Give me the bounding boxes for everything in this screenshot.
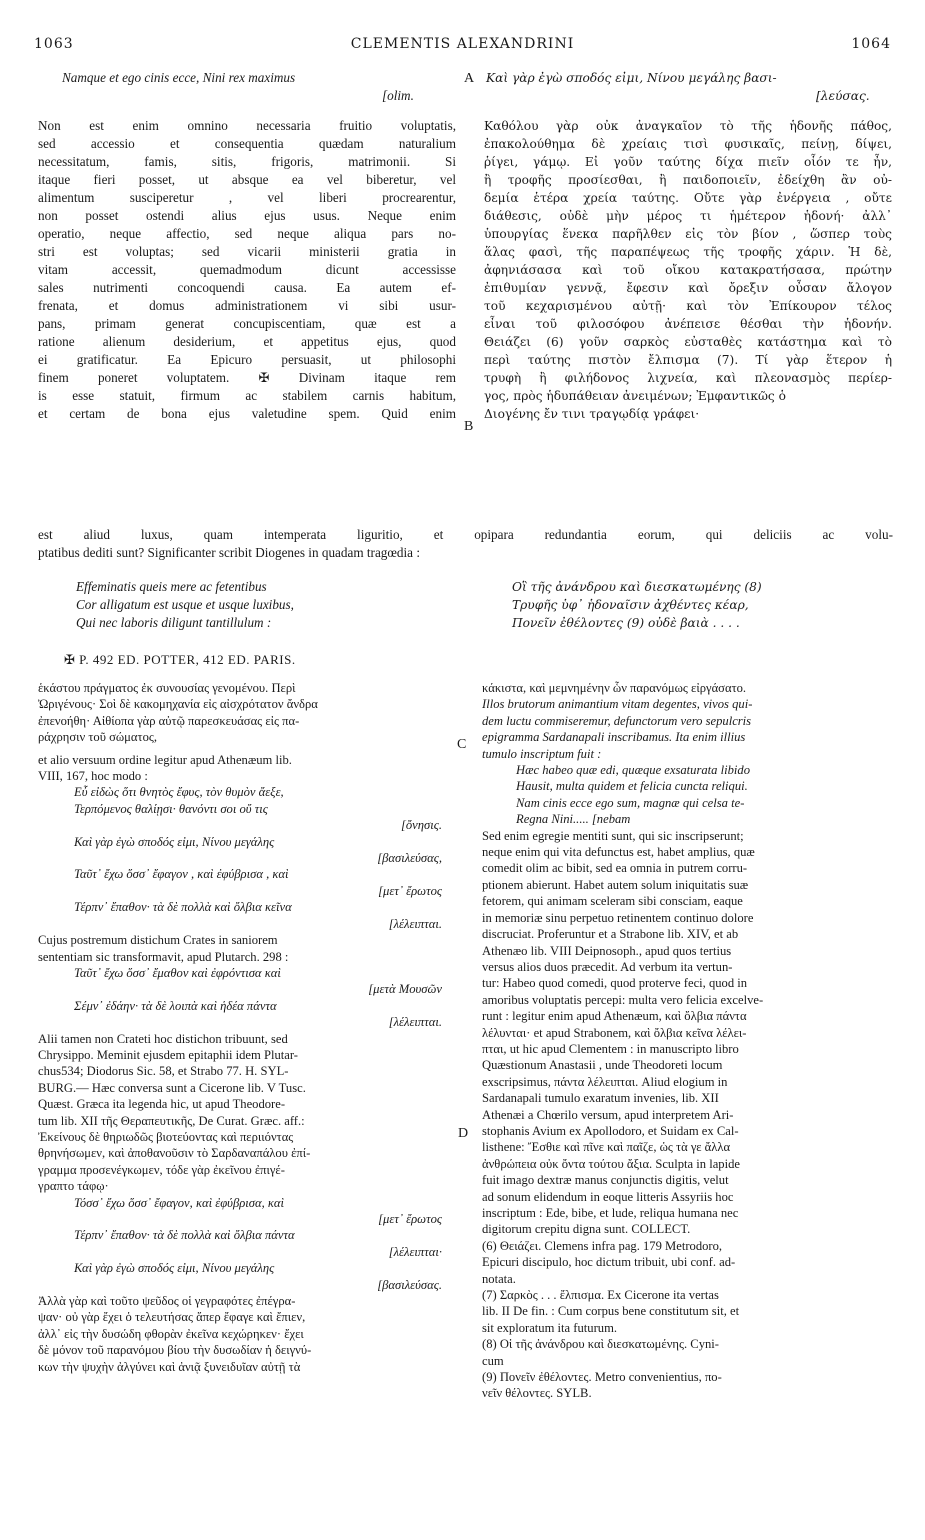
footnote-right-line: (6) Θειάζει. Clemens infra pag. 179 Metrodoro,: [482, 1238, 723, 1253]
greek-body-line: δεμία ἑτέρα χρεία ταύτης. Οὔτε γὰρ ἐνέργεια , οὔτε: [484, 191, 892, 205]
footnote-right-line: Athenæo lib. VIII Deipnosoph., apud quos tertius: [482, 943, 732, 958]
full-width-line-1: est aliud luxus, quam intemperata liguritio, et opipara redundantia eorum, qui deliciis ac volu-: [38, 527, 893, 542]
latin-body-line: ratione alienum desiderium, et appetitus ejus, quod: [38, 334, 456, 349]
latin-body-line: ei gratificatur. Ea Epicuro persuasit, ut philosophi: [38, 352, 456, 367]
verse-greek-line: Τρυφῆς ὑφ᾽ ἡδοναῖσιν ἀχθέντες κέαρ,: [512, 598, 749, 612]
latin-body-line: sed accessio et consequentia quædam naturalium: [38, 136, 456, 151]
footnote-left-line: chus534; Diodorus Sic. 58, et Strabo 77. H. SYL-: [38, 1064, 289, 1079]
latin-body-line: necessitatum, famis, sitis, frigoris, matrimonii. Si: [38, 154, 456, 169]
footnote-left-line: Τερπόμενος θαλίῃσι· θανόντι σοι οὔ τις: [74, 801, 268, 816]
footnote-right-line: Athenæi a Chœrilo versum, apud interpretem Ari-: [482, 1107, 734, 1122]
footnote-left-line: ἑκάστου πράγματος ἐκ συνουσίας γενομένου. Περὶ: [38, 681, 296, 695]
greek-body-line: εἶναι τοῦ φιλοσόφου ἀνέπεισε θέσθαι τὴν ἡδονήν.: [484, 317, 892, 331]
margin-mark-d: D: [458, 1126, 469, 1141]
greek-body-line: περὶ ταύτης πιστὸν ἔλπισμα (7). Τί γὰρ ἕτερον ἡ: [484, 353, 892, 367]
footnote-right-line: versus alios duos præcedit. Ad verbum ita vertun-: [482, 959, 733, 974]
footnote-right-line: cum: [482, 1353, 504, 1368]
footnote-left-line: Καὶ γὰρ ἐγὼ σποδός εἰμι, Νίνου μεγάλης: [74, 1261, 275, 1276]
top-verse-latin-line1: Namque et ego cinis ecce, Nini rex maximus: [62, 70, 296, 85]
footnote-left-line: [μετ᾽ ἔρωτος: [378, 883, 442, 898]
footnote-right-line: πται, ut hic apud Clementem : in manuscripto libro: [482, 1041, 739, 1056]
footnote-left-line: Chrysippo. Meminit ejusdem epitaphii idem Plutar-: [38, 1047, 298, 1062]
footnote-left-line: Εὖ εἰδὼς ὅτι θνητὸς ἔφυς, τὸν θυμὸν ἄεξε,: [74, 785, 284, 800]
latin-body-line: et certam de bona ejus valetudine spem. Quid enim: [38, 406, 456, 421]
footnote-left-line: Alii tamen non Crateti hoc distichon tribuunt, sed: [38, 1031, 288, 1046]
footnote-right-line: exscripsimus, πάντα λέλειπται. Aliud elogium in: [482, 1074, 728, 1089]
footnote-left-line: Ταῦτ᾽ ἔχω ὅσσ᾽ ἔμαθον καὶ ἐφρόντισα καὶ: [74, 965, 281, 980]
footnote-right-line: (7) Σαρκὸς . . . ἔλπισμα. Ex Cicerone ita vertas: [482, 1288, 719, 1303]
footnote-right-line: in memoriæ sinu perpetuo retinentem continuo dolore: [482, 910, 754, 925]
footnote-right-line: lib. II De fin. : Cum corpus bene constitutum sit, et: [482, 1304, 740, 1319]
latin-body-line: stri est voluptas; sed vicarii ministerii gratia in: [38, 244, 456, 259]
footnote-right-line: sit exploratum ita futurum.: [482, 1320, 618, 1335]
latin-body-line: frenata, et domus administrationem vi sibi usur-: [38, 298, 456, 313]
footnote-right-line: tur: Habeo quod comedi, quod proterve feci, quod in: [482, 976, 748, 991]
page-number-right: 1064: [851, 36, 891, 52]
footnote-left-line: δὲ μόνον τοῦ παρανόμου βίου τὴν δυσωδίαν ἡ δειγνύ-: [38, 1343, 312, 1358]
footnote-left-line: [μετὰ Μουσῶν: [368, 982, 442, 997]
greek-body-text: [484, 117, 892, 423]
latin-body-line: itaque fieri posset, ut absque ea vel biberetur, vel: [38, 172, 456, 187]
greek-body-line: Καθόλου γὰρ οὐκ ἀναγκαῖον τὸ τῆς ἡδονῆς πάθος,: [484, 119, 892, 133]
top-verse-latin: [62, 69, 414, 105]
footnote-left-line: ψαν· οὐ γὰρ ἔχει ὁ τελευτήσας ἅπερ ἔφαγε καὶ ἔπιεν,: [38, 1310, 306, 1325]
footnote-left-line: [λέλειπται.: [388, 916, 442, 931]
latin-body-line: is esse statuit, firmum ac stabilem carnis habitum,: [38, 388, 456, 403]
footnote-right-line: runt : legitur enim apud Athenæum, καὶ ὄλβια πάντα: [482, 1009, 747, 1024]
footnote-left-line: [ὄνησις.: [400, 818, 442, 833]
greek-body-line: ἢ τροφῆς προσίεσθαι, ἢ παιδοποιεῖν, ἐδείχθη ἂν οὐ-: [484, 173, 892, 187]
footnote-right-line: Illos brutorum animantium vitam degentes, vivos qui-: [482, 697, 753, 712]
verse-latin-line: Effeminatis queis mere ac fetentibus: [76, 579, 267, 594]
footnote-left-line: [λέλειπται.: [388, 1015, 442, 1030]
margin-mark-a: A: [464, 71, 475, 86]
margin-mark-b: B: [464, 419, 474, 434]
footnotes-left-column: [38, 680, 448, 1375]
footnote-right-line: Nam cinis ecce ego sum, magnæ qui celsa te-: [516, 795, 745, 810]
footnote-left-line: θρηνήσωμεν, καὶ ἀποθανοῦσιν τὸ Σαρδαναπάλου ἐπί-: [38, 1146, 311, 1161]
greek-body-line: τρυφὴ ἢ φιλήδονος λιχνεία, καὶ πλεονασμὸς περίερ-: [484, 371, 892, 385]
greek-body-line: τοῦ κεχαρισμένου αὐτῇ· καὶ τὸν Ἐπίκουρον τέλος: [484, 299, 892, 313]
footnote-right-line: Hausit, multa quidem et felicia cuncta reliqui.: [516, 779, 748, 794]
footnote-right-line: ptionem abierunt. Habet autem solum iniquitatis suæ: [482, 877, 749, 892]
verse-latin-line: Cor alligatum est usque et usque luxibus,: [76, 597, 294, 612]
footnote-left-line: et alio versuum ordine legitur apud Athenæum lib.: [38, 752, 292, 767]
footnotes-right-column: [482, 680, 892, 1402]
greek-body-line: ῥίγει, γάμῳ. Εἰ γοῦν ταύτης δίχα πιεῖν οἷόν τε ἦν,: [484, 155, 892, 169]
footnote-right-line: listhene: Ἔσθιε καὶ πῖνε καὶ παῖζε, ὡς τὰ γε ἄλλα: [482, 1140, 731, 1155]
running-title: CLEMENTIS ALEXANDRINI: [350, 36, 575, 52]
footnote-left-line: tum lib. XII τῆς Θεραπευτικῆς, De Curat. Græc. aff.:: [38, 1113, 305, 1128]
full-width-text: [38, 526, 893, 562]
greek-body-line: διάθεσις, οὐδὲ μὴν μέρος τι ἡμέτερον ἡδονή· ἀλλ᾽: [484, 209, 892, 223]
verse-greek: [512, 578, 762, 632]
top-verse-greek: [486, 69, 870, 105]
footnote-right-line: epigramma Sardanapali inscribamus. Ita enim illius: [482, 730, 746, 745]
footnote-left-line: ἀλλ᾽ εἰς τὴν δυσώδη φθορὰν ἐκεῖνα κεχώρηκεν· ἔχει: [38, 1326, 304, 1341]
footnote-right-line: notata.: [482, 1271, 516, 1286]
footnote-left-line: Ὠριγένους· Σοὶ δὲ κακομηχανία εἰς αἰσχρότατον ἄνδρα: [38, 697, 318, 712]
latin-body-line: pans, primam generat concupiscentiam, quæ est a: [38, 316, 456, 331]
latin-body-line: sales nutrimenti concoquendi causa. Ea autem ef-: [38, 280, 456, 295]
footnote-left-line: γραπτο τάφῳ·: [38, 1179, 109, 1194]
footnote-right-line: digitorum crepitu digna sunt. COLLECT.: [482, 1222, 691, 1237]
footnote-left-line: [βασιλεύσας.: [377, 1277, 442, 1292]
footnote-left-line: ἐπενοήθη· Αἰθίοπα γὰρ αὐτῷ παρεσκευάσας εἰς πα-: [38, 713, 300, 728]
latin-body-line: vitam accessit, quemadmodum dicunt accessisse: [38, 262, 456, 277]
footnote-right-line: Hæc habeo quæ edi, quæque exsaturata libido: [516, 763, 751, 778]
footnote-left-line: κων τὴν ψυχὴν ἀλγύνει καὶ ἀνιᾷ ξυνειδυῖαν αὐτῇ τὰ: [38, 1359, 301, 1374]
latin-body-line: alimentum susciperetur , vel liberi procrearentur,: [38, 190, 456, 205]
greek-body-line: Θειάζει (6) γοῦν σαρκὸς εὐσταθὲς κατάστημα καὶ τὸ: [484, 335, 892, 349]
greek-body-line: ἀφηνιάσασα καὶ τοῦ οἴκου κατακρατήσασα, πρώτην: [484, 263, 892, 277]
footnote-right-line: ἀνθρώπεια οὐκ ὄντα τούτου ἄξια. Sculpta in lapide: [482, 1156, 740, 1171]
footnote-left-line: Καὶ γὰρ ἐγὼ σποδός εἰμι, Νίνου μεγάλης: [74, 834, 275, 849]
footnote-right-line: discruciat. Proferuntur et a Strabone lib. XIV, et ab: [482, 927, 739, 942]
latin-body-line: Non est enim omnino necessaria fruitio voluptatis,: [38, 118, 456, 133]
edition-reference: ✠ P. 492 ED. POTTER, 412 ED. PARIS.: [64, 652, 296, 667]
footnote-right-line: Sardanapali tumulo exaratum invenies, lib. XII: [482, 1091, 719, 1106]
footnote-right-line: Quæstionum Anastasii , unde Theodoreti locum: [482, 1058, 723, 1073]
verse-greek-line: Οἳ τῆς ἀνάνδρου καὶ διεσκατωμένης (8): [512, 580, 762, 594]
footnote-right-line: Epicuri discipulo, hoc dictum tribuit, ubi conf. ad-: [482, 1255, 736, 1270]
footnote-left-line: ράχρησιν τοῦ σώματος,: [38, 730, 158, 745]
footnote-right-line: dem luctu commiseremur, defunctorum vero sepulcris: [482, 713, 752, 728]
top-verse-greek-line1: Καὶ γὰρ ἐγὼ σποδός εἰμι, Νίνου μεγάλης βασι-: [486, 71, 777, 85]
greek-body-line: γος, πρὸς ἡδυπάθειαν ἀνειμένων; Ἐμφαντικῶς ὁ: [484, 389, 786, 403]
footnote-right-line: ad sonum elidendum in eoque litteris Assyriis hoc: [482, 1189, 734, 1204]
top-verse-latin-line2: [olim.: [382, 88, 414, 103]
footnote-left-line: Ταῦτ᾽ ἔχω ὅσσ᾽ ἔφαγον , καὶ ἐφύβρισα , καὶ: [74, 867, 289, 882]
footnote-left-line: [λέλειπται·: [388, 1244, 442, 1259]
footnote-right-line: Regna Nini..... [nebam: [516, 812, 631, 827]
full-width-line-2: ptatibus dediti sunt? Significanter scribit Diogenes in quadam tragœdia :: [38, 545, 420, 560]
footnote-left-line: Ἀλλὰ γὰρ καὶ τοῦτο ψεῦδος οἱ γεγραφότες ἐπέγρα-: [38, 1294, 296, 1309]
greek-body-line: ἐπακολούθημα δὲ χρείαις τισὶ φυσικαῖς, πείνῃ, δίψει,: [484, 137, 892, 151]
footnote-right-line: stophanis Avium ex Apollodoro, et Suidam ex Cal-: [482, 1123, 739, 1138]
greek-body-line: ἐπιθυμίαν γεννᾷ, ἔφεσιν καὶ ὄρεξιν οὖσαν ἄλογον: [484, 281, 892, 295]
footnote-right-line: neque enim qui vita defunctus est, habet amplius, quæ: [482, 845, 755, 860]
footnote-right-line: λέλυνται· et apud Strabonem, καὶ ὄλβια κεῖνα λέλει-: [482, 1025, 747, 1040]
greek-body-line: ἅλας φασὶ, τῆς παραπέψεως τῆς τροφῆς χάριν. Ἡ δὲ,: [484, 245, 892, 259]
footnote-right-line: κάκιστα, καὶ μεμνημένην ὧν παρανόμως εἰργάσατο.: [482, 681, 747, 695]
footnote-right-line: amoribus voluptatis percepi: multa vero felicia excelve-: [482, 992, 764, 1007]
greek-body-line: Διογένης ἔν τινι τραγῳδίᾳ γράφει·: [484, 407, 700, 421]
latin-body-line: non posset ostendi alius ejus usus. Neque enim: [38, 208, 456, 223]
verse-greek-line: Πονεῖν ἐθέλοντες (9) οὐδὲ βαιὰ . . . .: [512, 616, 740, 630]
top-verse-greek-line2: [λεύσας.: [816, 89, 870, 103]
verse-latin: [76, 578, 294, 632]
footnote-right-line: comedit olim ac bibit, sed ea omnia in putrem corru-: [482, 861, 748, 876]
page-number-left: 1063: [34, 36, 74, 52]
footnote-right-line: νεῖν θέλοντες. SYLB.: [482, 1386, 592, 1401]
greek-body-line: ὑπουργίας ἕνεκα παρῆλθεν εἰς τὸν βίον , ὥσπερ τοὺς: [484, 227, 892, 241]
footnote-left-line: [μετ᾽ ἔρωτος: [378, 1212, 442, 1226]
footnote-left-line: Σέμν᾽ ἐδάην· τὰ δὲ λοιπὰ καὶ ἡδέα πάντα: [74, 998, 277, 1013]
footnote-left-line: γραμμα προσενέγκωμεν, τόδε γὰρ ἐκεῖνου ἐπιγέ-: [38, 1162, 285, 1177]
footnote-left-line: Τόσσ᾽ ἔχω ὅσσ᾽ ἔφαγον, καὶ ἐφύβρισα, καὶ: [74, 1195, 285, 1210]
footnote-right-line: inscriptum : Ede, bibe, et lude, reliqua humana nec: [482, 1206, 739, 1220]
latin-body-line: finem poneret voluptatem. ✠ Divinam itaque rem: [38, 370, 456, 385]
latin-body-line: operatio, neque affectio, sed neque aliqua pars no-: [38, 226, 456, 241]
footnote-right-line: (8) Οἱ τῆς ἀνάνδρου καὶ διεσκατωμένης. Cyni-: [482, 1337, 719, 1352]
footnote-left-line: BURG.— Hæc conversa sunt a Cicerone lib. V Tusc.: [38, 1080, 306, 1095]
footnote-left-line: Ἐκείνους δὲ θηριωδῶς βιοτεύοντας καὶ περιιόντας: [38, 1129, 294, 1144]
footnote-left-line: VIII, 167, hoc modo :: [38, 769, 148, 784]
margin-mark-c: C: [457, 737, 467, 752]
footnote-left-line: [βασιλεύσας,: [377, 851, 442, 866]
footnote-right-line: Sed enim egregie mentiti sunt, qui sic inscripserunt;: [482, 828, 744, 843]
footnote-left-line: Cujus postremum distichum Crates in saniorem: [38, 933, 278, 948]
latin-body-text: [38, 117, 456, 423]
footnote-right-line: fetorem, qui animam sceleram sibi consciam, eaque: [482, 894, 743, 909]
footnote-left-line: sententiam sic transformavit, apud Plutarch. 298 :: [38, 949, 289, 964]
verse-latin-line: Qui nec laboris diligunt tantillulum :: [76, 615, 272, 630]
footnote-right-line: (9) Πονεῖν ἐθέλοντες. Metro convenientius, πο-: [482, 1370, 722, 1385]
footnote-left-line: Τέρπν᾽ ἔπαθον· τὰ δὲ πολλὰ καὶ ὄλβια κεῖνα: [74, 900, 292, 915]
footnote-right-line: tumulo inscriptum fuit :: [482, 746, 602, 761]
footnote-left-line: Quæst. Græca ita legenda hic, ut apud Theodore-: [38, 1097, 286, 1112]
footnote-right-line: fuit imago dextræ manus conjunctis digitis, velut: [482, 1173, 729, 1188]
footnote-left-line: Τέρπν᾽ ἔπαθον· τὰ δὲ πολλὰ καὶ ὄλβια πάντα: [74, 1228, 295, 1243]
